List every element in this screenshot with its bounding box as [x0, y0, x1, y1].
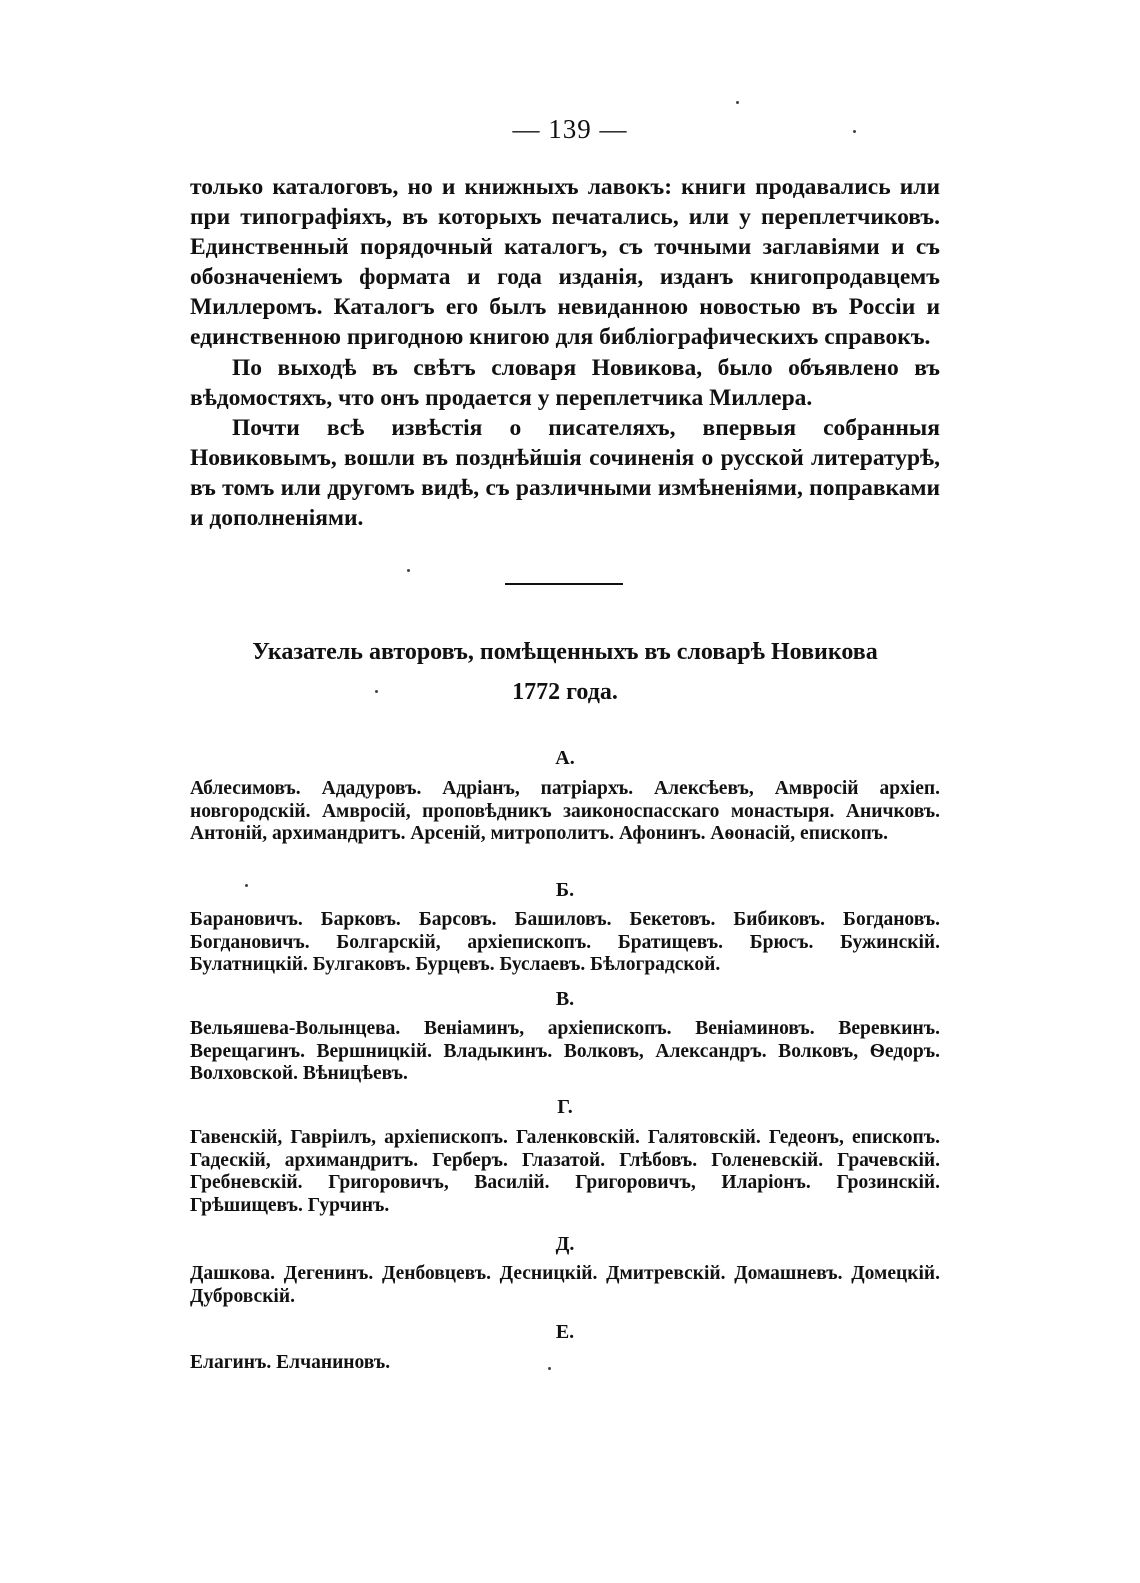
section-letter-a: А.	[555, 747, 575, 769]
section-divider	[505, 583, 623, 585]
scan-speck	[548, 1367, 551, 1370]
section-letter-b: Б.	[555, 879, 575, 901]
page-number: — 139 —	[512, 114, 628, 144]
scan-speck	[853, 130, 856, 133]
intro-paragraph: Почти всѣ извѣстія о писателяхъ, впервыя собранныя Новиковымъ, вошли въ позднѣйшія сочиненія о русской литературѣ, въ томъ или другомъ видѣ, съ различными измѣненіями, поправками и дополненіями.	[190, 414, 940, 532]
section-entries-v: Вельяшева-Волынцева. Веніаминъ, архіепископъ. Веніаминовъ. Веревкинъ. Верещагинъ. Вершницкій. Владыкинъ. Волковъ, Александръ. Волковъ, Ѳедоръ. Волховской. Вѣницѣевъ.	[190, 1018, 940, 1084]
index-title-line: Указатель авторовъ, помѣщенныхъ въ словарѣ Новикова	[252, 639, 878, 665]
intro-paragraph: только каталоговъ, но и книжныхъ лавокъ: книги продавались или при типографіяхъ, въ которыхъ печатались, или у переплетчиковъ. Единственный порядочный каталогъ, съ точными заглавіями и съ обозначеніемъ формата и года изданія, изданъ книгопродавцемъ Миллеромъ. Каталогъ его былъ невиданною новостью въ Россіи и единственною пригодною книгою для библіографическихъ справокъ.	[190, 174, 940, 351]
scan-speck	[375, 690, 378, 693]
section-entries-b: Барановичъ. Барковъ. Барсовъ. Башиловъ. Бекетовъ. Бибиковъ. Богдановъ. Богдановичъ. Болгарскій, архіепископъ. Братищевъ. Брюсъ. Бужинскій. Булатницкій. Булгаковъ. Бурцевъ. Буслаевъ. Бѣлоградской.	[190, 909, 940, 975]
section-entries-d: Дашкова. Дегенинъ. Денбовцевъ. Десницкій. Дмитревскій. Домашневъ. Домецкій. Дубровскій.	[190, 1263, 940, 1307]
section-letter-d: Д.	[555, 1233, 575, 1255]
intro-text	[190, 172, 940, 533]
scan-speck	[407, 569, 410, 572]
index-title-year: 1772 года.	[512, 679, 618, 705]
scan-speck	[245, 884, 248, 887]
section-letter-e: Е.	[555, 1321, 575, 1343]
index-title	[190, 632, 940, 712]
section-entries-a: Аблесимовъ. Ададуровъ. Адріанъ, патріархъ. Алексѣевъ, Амвросій архіеп. новгородскій. Амвросій, проповѣдникъ заиконоспасскаго монастыря. Аничковъ. Антоній, архимандритъ. Арсеній, митрополитъ. Афонинъ. Аѳонасій, епископъ.	[190, 778, 940, 844]
section-entries-g: Гавенскій, Гавріилъ, архіепископъ. Галенковскій. Галятовскій. Гедеонъ, епископъ. Гадескій, архимандритъ. Герберъ. Глазатой. Глѣбовъ. Голеневскій. Грачевскій. Гребневскій. Григоровичъ, Василій. Григоровичъ, Иларіонъ. Грозинскій. Грѣшищевъ. Гурчинъ.	[190, 1127, 940, 1216]
section-letter-g: Г.	[557, 1096, 573, 1118]
section-entries-e: Елагинъ. Елчаниновъ.	[190, 1352, 391, 1373]
section-letter-v: В.	[555, 988, 575, 1010]
scan-speck	[736, 101, 739, 104]
intro-paragraph: По выходѣ въ свѣтъ словаря Новикова, было объявлено въ вѣдомостяхъ, что онъ продается у переплетчика Миллера.	[190, 354, 940, 411]
